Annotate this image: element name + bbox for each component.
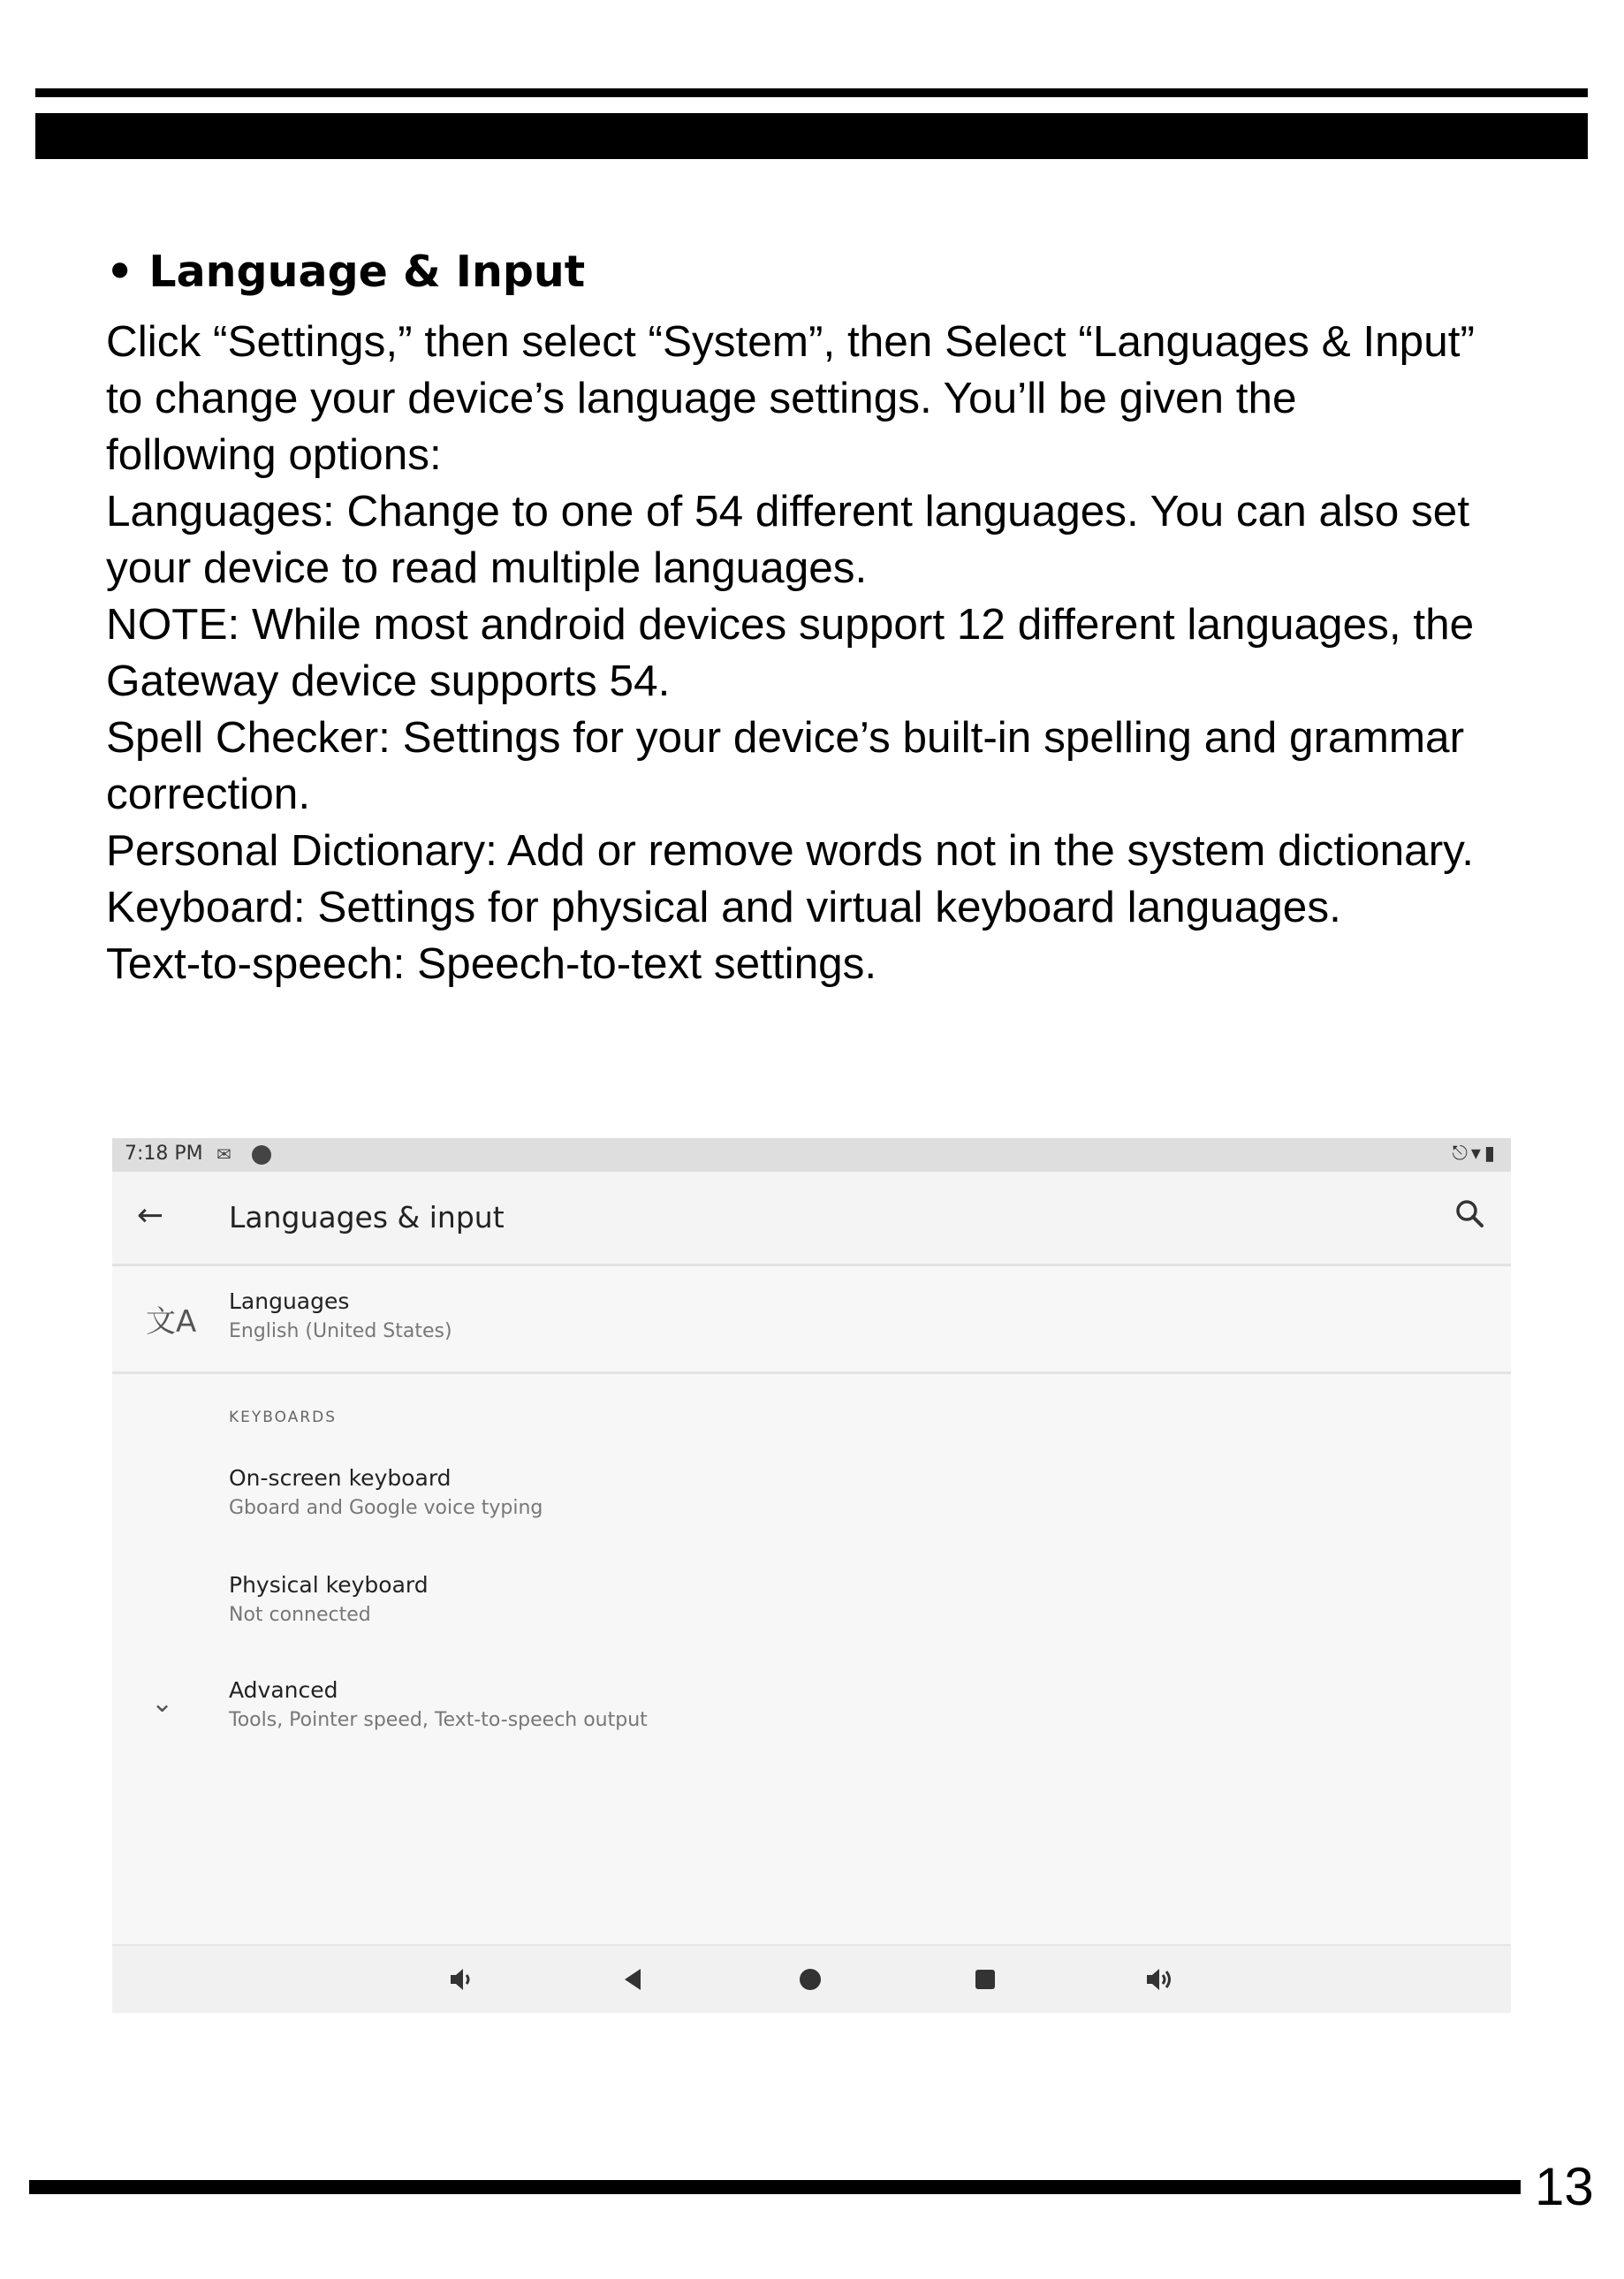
advanced-subtitle: Tools, Pointer speed, Text-to-speech output <box>229 1709 648 1731</box>
body-line: NOTE: While most android devices support 12 different languages, the <box>106 600 1475 649</box>
body-line: Spell Checker: Settings for your device’s built-in spelling and grammar <box>106 713 1465 762</box>
gmail-icon: ✉ <box>216 1143 231 1165</box>
wifi-icon: ▾ <box>1470 1143 1484 1165</box>
body-line: your device to read multiple languages. <box>106 543 868 592</box>
header-rule-thick <box>35 113 1588 159</box>
body-text <box>106 314 1608 992</box>
languages-title: Languages <box>229 1288 350 1314</box>
volume-up-icon[interactable] <box>1142 1962 1177 1997</box>
search-icon[interactable] <box>1453 1196 1488 1232</box>
section-heading: • Language & Input <box>106 247 586 297</box>
keyboards-section-label: KEYBOARDS <box>229 1409 338 1426</box>
onscreen-keyboard-subtitle: Gboard and Google voice typing <box>229 1497 543 1519</box>
footer-rule <box>29 2180 1521 2194</box>
status-time: 7:18 PM <box>125 1143 203 1165</box>
advanced-title: Advanced <box>229 1677 338 1703</box>
status-icons <box>1452 1143 1499 1165</box>
app-bar <box>112 1172 1511 1266</box>
divider <box>112 1371 1511 1374</box>
physical-keyboard-subtitle: Not connected <box>229 1604 371 1626</box>
body-line: correction. <box>106 770 311 818</box>
battery-icon: ▮ <box>1484 1143 1499 1165</box>
recents-nav-icon[interactable] <box>968 1962 1003 1997</box>
onscreen-keyboard-title: On-screen keyboard <box>229 1465 452 1491</box>
body-line: Click “Settings,” then select “System”, then Select “Languages & Input” <box>106 317 1475 366</box>
body-line: Languages: Change to one of 54 different languages. You can also set <box>106 487 1470 536</box>
volume-down-icon[interactable] <box>444 1962 479 1997</box>
body-line: Text-to-speech: Speech-to-text settings. <box>106 939 877 988</box>
alarm-off-icon: ⎋ <box>1452 1143 1471 1165</box>
tablet-screenshot <box>112 1138 1511 2011</box>
chrome-icon <box>252 1145 271 1165</box>
header-rule-thin <box>35 88 1588 97</box>
body-line: Keyboard: Settings for physical and virtual keyboard languages. <box>106 883 1341 931</box>
physical-keyboard-title: Physical keyboard <box>229 1572 429 1598</box>
translate-icon: 文A <box>146 1304 197 1340</box>
home-nav-icon[interactable] <box>793 1962 828 1997</box>
navigation-bar <box>112 1944 1511 2013</box>
status-bar <box>112 1138 1511 1172</box>
body-line: Personal Dictionary: Add or remove words not in the system dictionary. <box>106 826 1475 875</box>
body-line: Gateway device supports 54. <box>106 657 671 705</box>
languages-subtitle: English (United States) <box>229 1320 452 1342</box>
chevron-down-icon: ⌄ <box>151 1688 174 1719</box>
back-arrow-icon[interactable]: ← <box>137 1197 164 1234</box>
page-number: 13 <box>1535 2157 1594 2216</box>
body-line: following options: <box>106 430 442 479</box>
page-title: Languages & input <box>229 1200 505 1234</box>
back-nav-icon[interactable] <box>616 1962 651 1997</box>
body-line: to change your device’s language settings. You’ll be given the <box>106 374 1297 422</box>
